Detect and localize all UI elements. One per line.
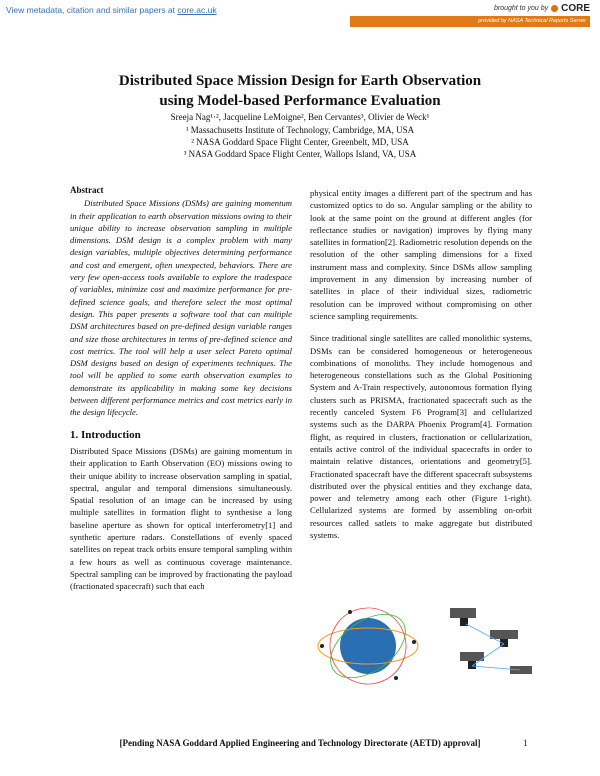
provider-banner[interactable]: provided by NASA Technical Reports Server bbox=[350, 16, 590, 27]
right-paragraph-1: physical entity images a different part of the spectrum and has customized optics to do so. Angular sampling or the ability to look at the same point on the ground at different angles (for reflectance studies or navigation) improves by flying many satellites in formation[2]. Radiometric resolution depends on the resolution of the other sampling dimensions for a fixed instrument mass and complexity. Since DSMs allow sampling improvement in any dimension by increasing number of satellites in place of their individual sizes, radiometric resolution can be improved without compromising on other science sampling requirements. bbox=[310, 188, 532, 321]
intro-paragraph-1: Distributed Space Missions (DSMs) are gaining momentum in their application to Earth Observation (EO) missions owing to their unique ability to increase observation sampling in spatial, spectral, angular and temporal dimensions simultaneously. Spatial resolution of an image can be increased by using multiple satellites in formation flight to synthesise a long baseline aperture as shown for optical interferometry[1] and synthetic aperture radars. Constellations of evenly spaced satellites on repeat track orbits ensure temporal sampling within a few hours as well as continuous coverage maintenance. Spectral sampling can be improved by fractionating the payload (fractionated spacecraft) such that each bbox=[70, 445, 292, 592]
left-column bbox=[70, 184, 292, 593]
affiliation-3: ³ NASA Goddard Space Flight Center, Wallops Island, VA, USA bbox=[183, 149, 417, 159]
title-line-1: Distributed Space Mission Design for Earth Observation bbox=[118, 73, 482, 89]
constellation-diagram bbox=[316, 600, 420, 686]
brought-by-text: brought to you by bbox=[494, 5, 549, 12]
section-1-heading: 1. Introduction bbox=[70, 428, 141, 441]
fractionated-spacecraft-diagram bbox=[450, 608, 532, 674]
affiliation-2: ² NASA Goddard Space Flight Center, Greenbelt, MD, USA bbox=[191, 137, 409, 147]
abstract-text: Distributed Space Missions (DSMs) are gaining momentum in their application to earth observation missions owing to their unique ability to increase observation sampling in multiple dimensions. DSM design is a complex problem with many design variables, multiple objectives determining performance and cost and emergent, often unexpected, behaviors. There are very few open-access tools available to explore the tradespace of variables, minimize cost and maximize performance for pre-defined science goals, and therefore select the most optimal design. This paper presents a software tool that can multiple DSM architectures based on pre-defined design variable ranges and size those architectures in terms of pre-defined science and cost metrics. The tool will help a user select Pareto optimal DSM designs based on design of experiments techniques. The tool will be applied to some earth observation examples to demonstrate its applicability in making some key decisions between different performance metrics and cost metrics early in the design lifecycle. bbox=[70, 198, 292, 418]
right-paragraph-2: Since traditional single satellites are called monolithic systems, DSMs can be considered homogeneous or heterogeneous combinations of monoliths. They include homogenous and heterogeneous constellations such as the Global Positioning System and A-Train respectively, autonomous formation flying clusters such as PRISMA, fractionated spacecraft such as the recently canceled System F6 Program[3] and cellularized systems such as the DARPA Phoenix Program[4]. Formation flight, as required in clusters, fractionation or cellularization, entails active control of the individual spacecrafts in order to maintain relative distances, orientations and geometry[5]. Fractionated spacecraft have the different spacecraft subsystems distributed over the physical entities and they exchange data, power and telemetry among each other (Figure 1-right). Cellularized systems are formed by assembling on-orbit resources called satlets to make aggregate but distributed systems. bbox=[310, 333, 532, 541]
core-logo-icon bbox=[551, 5, 558, 12]
page-footer: [Pending NASA Goddard Applied Engineering and Technology Directorate (AETD) approval] bbox=[119, 738, 481, 748]
figure-1-illustration bbox=[310, 600, 540, 686]
core-logo: CORE bbox=[561, 3, 590, 14]
brought-by-core[interactable] bbox=[494, 3, 590, 14]
core-link-text: View metadata, citation and similar papers at bbox=[6, 5, 178, 15]
paper-title bbox=[60, 71, 540, 111]
right-column bbox=[310, 187, 532, 541]
core-link-domain[interactable]: core.ac.uk bbox=[177, 5, 217, 15]
abstract-heading: Abstract bbox=[70, 185, 104, 195]
page-number: 1 bbox=[523, 738, 528, 748]
affiliation-1: ¹ Massachusetts Institute of Technology, Cambridge, MA, USA bbox=[185, 125, 415, 135]
core-metadata-link[interactable] bbox=[6, 5, 217, 15]
core-header-bar bbox=[0, 0, 600, 30]
title-line-2: using Model-based Performance Evaluation bbox=[159, 93, 441, 109]
authors: Sreeja Nag¹·², Jacqueline LeMoigne², Ben Cervantes³, Olivier de Weck¹ bbox=[170, 112, 430, 122]
